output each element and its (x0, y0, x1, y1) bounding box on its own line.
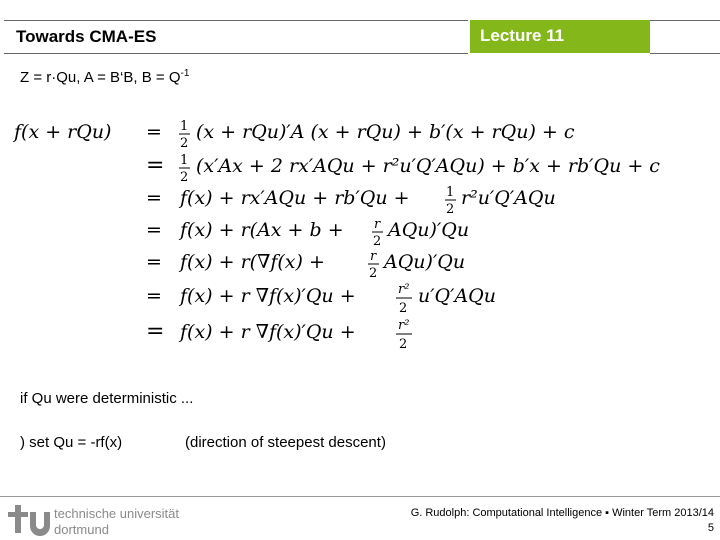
svg-text:technische universität: technische universität (54, 506, 180, 521)
svg-text:f(x) + rx′AQu + rb′Qu +: f(x) + rx′AQu + rb′Qu + (180, 187, 410, 209)
header-rule (650, 20, 720, 54)
title-bar (4, 20, 468, 54)
definitions-text: Z = r·Qu, A = B‘B, B = Q (20, 69, 181, 86)
svg-text:r: r (374, 217, 381, 232)
svg-text:=: = (146, 187, 162, 209)
derivation-equations (10, 110, 710, 360)
svg-text:AQu)′Qu: AQu)′Qu (384, 251, 466, 273)
svg-text:2: 2 (373, 234, 382, 249)
svg-text:r²: r² (398, 318, 410, 333)
svg-text:2: 2 (180, 136, 189, 151)
svg-text:dortmund: dortmund (54, 522, 109, 537)
svg-text:2: 2 (446, 202, 455, 217)
steepest-descent-setting: ) set Qu = -rf(x) (20, 434, 123, 451)
svg-text:2: 2 (180, 170, 189, 185)
svg-text:f(x + rQu): f(x + rQu) (14, 121, 112, 143)
lecture-label: Lecture 11 (480, 26, 565, 45)
svg-text:2: 2 (399, 337, 408, 352)
svg-text:2: 2 (399, 301, 408, 316)
footer-citation (411, 506, 714, 536)
svg-text:f(x) + r ∇f(x)′Qu +: f(x) + r ∇f(x)′Qu + (180, 321, 356, 343)
footer-rule (0, 496, 720, 497)
svg-text:1: 1 (180, 153, 189, 168)
svg-text:(x′Ax + 2 rx′AQu + r²u′Q′AQu): (x′Ax + 2 rx′AQu + r²u′Q′AQu) + b′x + rb′Qu + c (196, 155, 660, 177)
svg-text:=: = (146, 219, 162, 241)
tu-dortmund-logo (4, 502, 204, 538)
svg-text:f(x) + r(∇f(x) +: f(x) + r(∇f(x) + (180, 251, 325, 273)
svg-text:r²u′Q′AQu: r²u′Q′AQu (461, 187, 556, 209)
svg-text:2: 2 (369, 266, 378, 281)
svg-text:=: = (146, 153, 165, 178)
svg-text:=: = (146, 251, 162, 273)
svg-text:1: 1 (446, 185, 455, 200)
svg-text:=: = (146, 121, 162, 143)
deterministic-note: if Qu were deterministic ... (20, 390, 194, 407)
svg-text:=: = (146, 285, 162, 307)
citation-text: G. Rudolph: Computational Intelligence ▪ Winter Term 2013/14 (410, 507, 714, 519)
svg-text:r: r (370, 249, 377, 264)
definitions-line (20, 68, 189, 86)
svg-text:AQu)′Qu: AQu)′Qu (388, 219, 470, 241)
lecture-badge (470, 20, 650, 53)
svg-text:(x + rQu)′A (x + rQu) + b′(x +: (x + rQu)′A (x + rQu) + b′(x + rQu) + c (196, 121, 575, 143)
svg-text:f(x) + r ∇f(x)′Qu +: f(x) + r ∇f(x)′Qu + (180, 285, 356, 307)
svg-text:u′Q′AQu: u′Q′AQu (418, 285, 496, 307)
steepest-descent-note: (direction of steepest descent) (185, 434, 386, 451)
svg-text:=: = (146, 319, 165, 344)
header (0, 20, 720, 54)
svg-text:1: 1 (180, 119, 189, 134)
svg-text:r²: r² (398, 282, 410, 297)
svg-text:f(x) + r(Ax + b +: f(x) + r(Ax + b + (180, 219, 344, 241)
definitions-exponent: -1 (180, 68, 190, 79)
page-number: 5 (707, 522, 714, 534)
slide-title: Towards CMA-ES (16, 27, 157, 46)
